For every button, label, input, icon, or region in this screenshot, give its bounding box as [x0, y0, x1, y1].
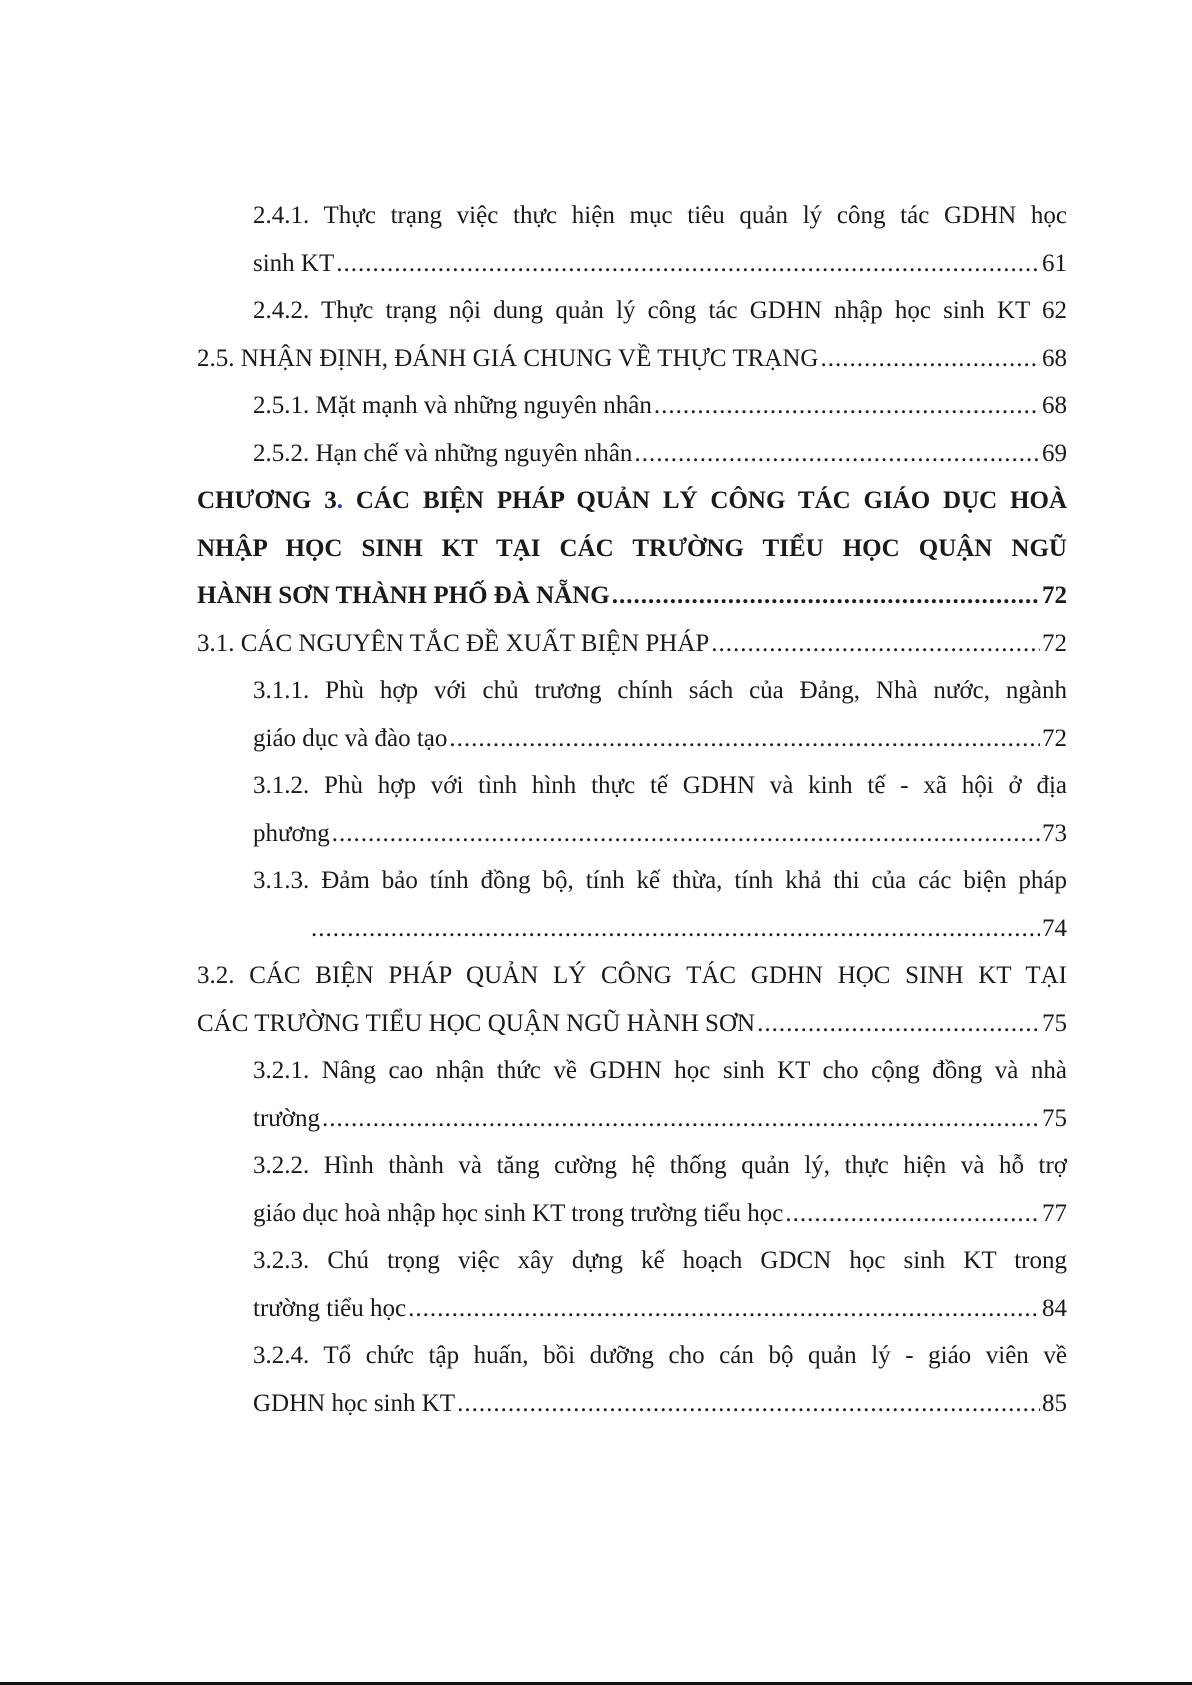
toc-entry-3-2-4-line1[interactable]: 3.2.4. Tổ chức tập huấn, bồi dưỡng cho cán bộ quản lý - giáo viên về [253, 1342, 1067, 1369]
toc-entry-text: phương [253, 819, 330, 847]
dot-leader [757, 1000, 1040, 1048]
toc-entry-3-1-3-line1[interactable]: 3.1.3. Đảm bảo tính đồng bộ, tính kế thừa, tính khả thi của các biện pháp [253, 867, 1067, 894]
toc-page-number: 85 [1042, 1389, 1067, 1417]
dot-leader [785, 1190, 1040, 1238]
toc-entry-3-2-line2[interactable] [197, 1000, 1067, 1048]
toc-entry-3-2-line1[interactable]: 3.2. CÁC BIỆN PHÁP QUẢN LÝ CÔNG TÁC GDHN HỌC SINH KT TẠI [197, 962, 1067, 989]
toc-entry-3-2-2-line1[interactable]: 3.2.2. Hình thành và tăng cường hệ thống quản lý, thực hiện và hỗ trợ [253, 1152, 1067, 1179]
dot-leader [449, 715, 1040, 763]
toc-entry-2-5-2[interactable] [197, 430, 1067, 478]
toc-entry-3-1[interactable] [197, 620, 1067, 668]
toc-entry-3-1-3-line2[interactable] [197, 905, 1067, 953]
toc-page-number: 75 [1042, 1009, 1067, 1037]
toc-entry-3-1-1-line1[interactable]: 3.1.1. Phù hợp với chủ trương chính sách của Đảng, Nhà nước, ngành [253, 677, 1067, 704]
dot-leader [332, 810, 1040, 858]
toc-entry-2-4-2[interactable]: 2.4.2. Thực trạng nội dung quản lý công tác GDHN nhập học sinh KT 62 [253, 297, 1067, 324]
toc-page-number: 68 [1042, 392, 1067, 419]
toc-page-number: 68 [1042, 344, 1067, 372]
toc-page-number: 72 [1042, 629, 1067, 657]
toc-entry-2-4-1-line2[interactable] [197, 240, 1067, 288]
toc-page-number: 72 [1042, 724, 1067, 752]
dot-leader [408, 1285, 1040, 1333]
toc-entry-text: 2.5.2. Hạn chế và những nguyên nhân [253, 439, 633, 467]
toc-entry-text: 2.5. NHẬN ĐỊNH, ĐÁNH GIÁ CHUNG VỀ THỰC TRẠNG [197, 344, 819, 372]
dot-leader [612, 572, 1040, 620]
toc-entry-text: GDHN học sinh KT [253, 1389, 456, 1417]
toc-entry-text: HÀNH SƠN THÀNH PHỐ ĐÀ NẴNG [197, 582, 610, 609]
toc-entry-2-5-1[interactable] [197, 382, 1067, 430]
toc-entry-text: trường [253, 1104, 321, 1132]
toc-page-number: 74 [1042, 914, 1067, 942]
dot-leader [634, 430, 1040, 478]
toc-page-number: 61 [1042, 249, 1067, 277]
toc-entry-3-1-1-line2[interactable] [197, 715, 1067, 763]
toc-entry-text: trường tiểu học [253, 1294, 407, 1322]
toc-page-number: 77 [1042, 1199, 1067, 1227]
toc-entry-3-1-2-line2[interactable] [197, 810, 1067, 858]
dot-leader [711, 620, 1040, 668]
toc-page-number: 73 [1042, 819, 1067, 847]
toc-entry-3-2-3-line1[interactable]: 3.2.3. Chú trọng việc xây dựng kế hoạch GDCN học sinh KT trong [253, 1247, 1067, 1274]
toc-chapter-3-line1[interactable] [197, 477, 1067, 525]
toc-entry-text: giáo dục và đào tạo [253, 724, 448, 752]
chapter-title-part: CÁC BIỆN PHÁP QUẢN LÝ CÔNG TÁC GIÁO DỤC HOÀ [342, 487, 1067, 514]
toc-entry-2-5[interactable] [197, 335, 1067, 383]
chapter-label: CHƯƠNG 3 [197, 487, 337, 514]
toc-chapter-3-line2[interactable]: NHẬP HỌC SINH KT TẠI CÁC TRƯỜNG TIỂU HỌC QUẬN NGŨ [197, 534, 1067, 562]
table-of-contents [197, 192, 1067, 1427]
toc-page-number: 72 [1042, 582, 1067, 609]
dot-leader [322, 1095, 1040, 1143]
toc-entry-text: 2.5.1. Mặt mạnh và những nguyên nhân [253, 392, 652, 419]
toc-entry-3-2-4-line2[interactable] [197, 1380, 1067, 1428]
toc-page-number: 75 [1042, 1104, 1067, 1132]
toc-entry-3-2-3-line2[interactable] [197, 1285, 1067, 1333]
toc-entry-text: giáo dục hoà nhập học sinh KT trong trường tiểu học [253, 1199, 784, 1227]
dot-leader [820, 335, 1040, 383]
toc-entry-3-2-1-line1[interactable]: 3.2.1. Nâng cao nhận thức về GDHN học sinh KT cho cộng đồng và nhà [253, 1057, 1067, 1084]
dot-leader [336, 240, 1040, 288]
toc-page-number: 69 [1042, 439, 1067, 467]
toc-entry-3-1-2-line1[interactable]: 3.1.2. Phù hợp với tình hình thực tế GDHN và kinh tế - xã hội ở địa [253, 772, 1067, 799]
toc-entry-text: CÁC TRƯỜNG TIỂU HỌC QUẬN NGŨ HÀNH SƠN [197, 1009, 756, 1037]
toc-entry-3-2-2-line2[interactable] [197, 1190, 1067, 1238]
toc-entry-3-2-1-line2[interactable] [197, 1095, 1067, 1143]
dot-leader [457, 1380, 1040, 1428]
dot-leader [654, 382, 1040, 430]
chapter-label-dot: . [336, 487, 343, 514]
toc-entry-2-4-1-line1[interactable]: 2.4.1. Thực trạng việc thực hiện mục tiêu quản lý công tác GDHN học [253, 202, 1067, 229]
toc-entry-text: sinh KT [253, 249, 335, 277]
toc-page-number: 84 [1042, 1294, 1067, 1322]
toc-chapter-3-line3[interactable] [197, 572, 1067, 620]
toc-entry-text: 3.1. CÁC NGUYÊN TẮC ĐỀ XUẤT BIỆN PHÁP [197, 629, 710, 657]
dot-leader [311, 905, 1040, 953]
